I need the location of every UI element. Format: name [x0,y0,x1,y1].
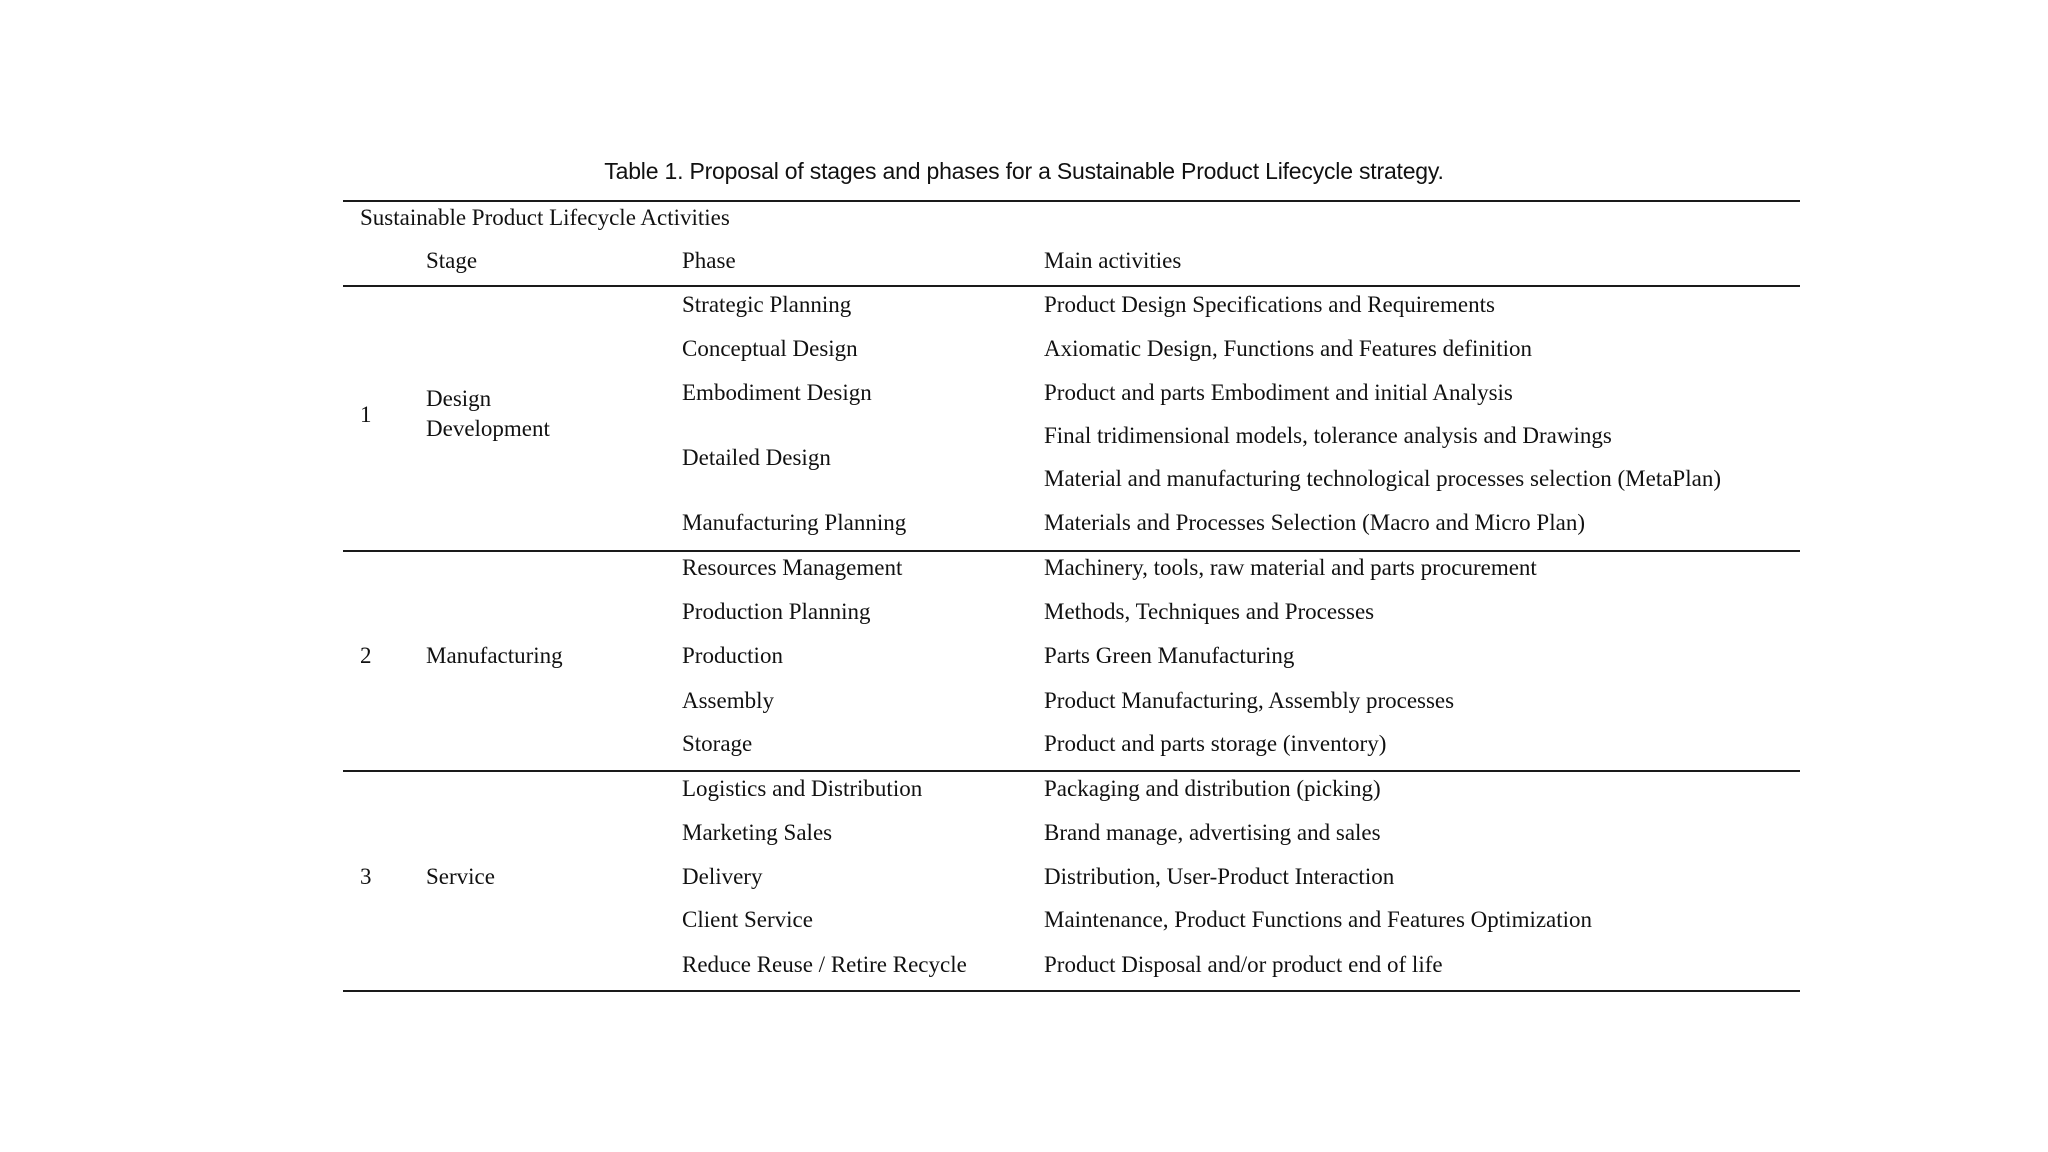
phase-cell: Production Planning [682,599,871,624]
column-header-phase: Phase [682,248,736,273]
header-bottom-rule [343,285,1800,287]
phase-cell: Embodiment Design [682,380,872,405]
activity-cell: Product and parts storage (inventory) [1044,731,1387,756]
phase-cell: Strategic Planning [682,292,852,317]
phase-cell: Marketing Sales [682,820,833,845]
phase-cell: Client Service [682,907,813,932]
activity-cell: Product Design Specifications and Requirements [1044,292,1495,317]
phase-cell: Storage [682,731,753,756]
stage-name: Service [426,864,495,889]
table-top-rule [343,200,1800,202]
group-header: Sustainable Product Lifecycle Activities [360,205,730,230]
activity-cell: Materials and Processes Selection (Macro and Micro Plan) [1044,510,1585,535]
activity-cell: Parts Green Manufacturing [1044,643,1295,668]
activity-cell: Packaging and distribution (picking) [1044,776,1381,801]
phase-cell: Conceptual Design [682,336,858,361]
activity-cell: Material and manufacturing technological processes selection (MetaPlan) [1044,466,1721,491]
activity-cell: Maintenance, Product Functions and Features Optimization [1044,907,1593,932]
activity-cell: Methods, Techniques and Processes [1044,599,1375,624]
phase-cell: Logistics and Distribution [682,776,923,801]
column-header-activities: Main activities [1044,248,1182,273]
phase-cell: Detailed Design [682,445,831,470]
activity-cell: Product Disposal and/or product end of life [1044,952,1443,977]
phase-cell: Production [682,643,783,668]
activity-cell: Product Manufacturing, Assembly processes [1044,688,1455,713]
stage-number: 2 [360,643,372,668]
activity-cell: Distribution, User-Product Interaction [1044,864,1395,889]
column-header-stage: Stage [426,248,478,273]
phase-cell: Manufacturing Planning [682,510,907,535]
table-caption: Table 1. Proposal of stages and phases for a Sustainable Product Lifecycle strategy. [604,158,1444,184]
stage-name: Manufacturing [426,643,563,668]
phase-cell: Reduce Reuse / Retire Recycle [682,952,967,977]
phase-cell: Delivery [682,864,763,889]
stage-number: 1 [360,402,372,427]
activity-cell: Product and parts Embodiment and initial Analysis [1044,380,1513,405]
table-bottom-rule [343,990,1800,992]
stage-name-line-2: Development [426,416,550,441]
activity-cell: Axiomatic Design, Functions and Features definition [1044,336,1533,361]
activity-cell: Brand manage, advertising and sales [1044,820,1381,845]
phase-cell: Resources Management [682,555,903,580]
stage-number: 3 [360,864,372,889]
phase-cell: Assembly [682,688,774,713]
activity-cell: Final tridimensional models, tolerance analysis and Drawings [1044,423,1612,448]
stage-1-bottom-rule [343,550,1800,552]
stage-name-line-1: Design [426,386,492,411]
stage-2-bottom-rule [343,770,1800,772]
activity-cell: Machinery, tools, raw material and parts procurement [1044,555,1537,580]
